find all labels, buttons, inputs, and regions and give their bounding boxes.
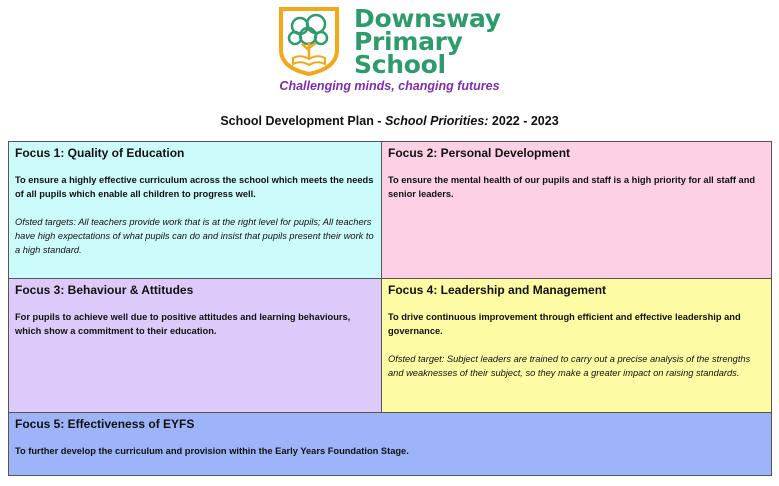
focus-2-cell bbox=[381, 141, 772, 279]
school-motto: Challenging minds, changing futures bbox=[279, 79, 500, 93]
focus-3-cell bbox=[8, 278, 382, 413]
focus-4-cell bbox=[381, 278, 772, 413]
focus-1-cell bbox=[8, 141, 382, 279]
school-name-line1: Downsway bbox=[354, 4, 501, 33]
focus-5-heading: Focus 5: Effectiveness of EYFS bbox=[15, 417, 195, 431]
plan-title-prefix: School Development Plan - bbox=[220, 114, 385, 128]
school-name bbox=[354, 4, 501, 79]
focus-3-heading: Focus 3: Behaviour & Attitudes bbox=[15, 283, 194, 297]
focus-5-aim: To further develop the curriculum and provision within the Early Years Foundation Stage. bbox=[15, 446, 409, 456]
focus-3-aim: For pupils to achieve well due to positive attitudes and learning behaviours, which show a commitment to their education. bbox=[15, 312, 351, 336]
plan-title-years: 2022 - 2023 bbox=[488, 114, 559, 128]
focus-5-cell bbox=[8, 412, 772, 476]
focus-1-aim: To ensure a highly effective curriculum across the school which meets the needs of all pupils which enable all children to progress well. bbox=[15, 175, 374, 199]
school-name-line2: Primary bbox=[354, 27, 463, 56]
page-header bbox=[0, 0, 779, 108]
focus-1-ofsted-target: Ofsted targets: All teachers provide work that is at the right level for pupils; All teachers have high expectations of what pupils can do and insist that pupils present their work to a high standard. bbox=[15, 217, 374, 255]
focus-2-aim: To ensure the mental health of our pupils and staff is a high priority for all staff and senior leaders. bbox=[388, 175, 756, 199]
focus-1-heading: Focus 1: Quality of Education bbox=[15, 146, 185, 160]
focus-4-aim: To drive continuous improvement through efficient and effective leadership and governance. bbox=[388, 312, 741, 336]
plan-title bbox=[0, 114, 779, 128]
tree-crest-icon bbox=[278, 6, 340, 76]
school-logo bbox=[278, 6, 501, 77]
plan-title-priorities: School Priorities: bbox=[384, 114, 489, 128]
school-name-line3: School bbox=[354, 50, 446, 79]
focus-4-ofsted-target: Ofsted target: Subject leaders are trained to carry out a precise analysis of the strengths and weaknesses of their subject, so they make a greater impact on raising standards. bbox=[388, 354, 751, 378]
focus-4-heading: Focus 4: Leadership and Management bbox=[388, 283, 607, 297]
priorities-grid bbox=[8, 141, 772, 476]
focus-2-heading: Focus 2: Personal Development bbox=[388, 146, 571, 160]
